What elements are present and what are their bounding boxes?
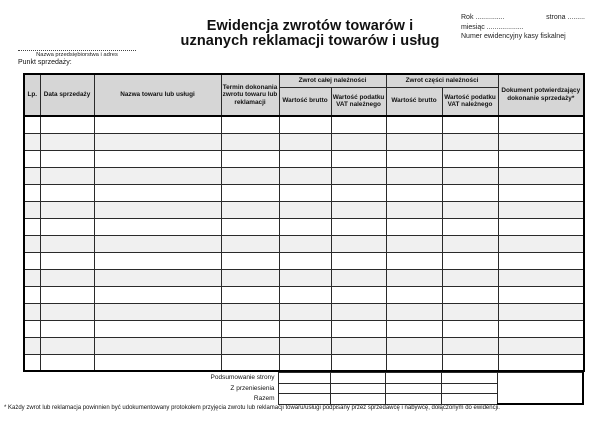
summary-table xyxy=(23,372,584,405)
empty-cell xyxy=(386,320,442,337)
main-table xyxy=(23,73,585,372)
empty-cell xyxy=(94,218,221,235)
empty-cell xyxy=(331,269,386,286)
empty-cell xyxy=(40,320,94,337)
empty-cell xyxy=(279,269,331,286)
table-row xyxy=(24,269,584,286)
empty-cell xyxy=(24,269,40,286)
empty-cell xyxy=(386,218,442,235)
col-header-termin: Termin dokonania zwrotu towaru lub reklamacji xyxy=(221,74,279,116)
empty-cell xyxy=(498,235,584,252)
empty-cell xyxy=(278,394,330,405)
empty-cell xyxy=(221,201,279,218)
empty-cell xyxy=(221,133,279,150)
empty-cell xyxy=(441,373,497,384)
empty-cell xyxy=(279,303,331,320)
empty-cell xyxy=(330,383,385,394)
table-row xyxy=(24,133,584,150)
empty-cell xyxy=(279,337,331,354)
empty-cell xyxy=(279,184,331,201)
empty-cell xyxy=(94,116,221,133)
empty-cell xyxy=(498,303,584,320)
empty-cell xyxy=(331,303,386,320)
empty-cell xyxy=(40,133,94,150)
empty-cell xyxy=(221,235,279,252)
empty-cell xyxy=(331,167,386,184)
empty-cell xyxy=(442,218,498,235)
empty-cell xyxy=(442,269,498,286)
table-row xyxy=(24,252,584,269)
empty-cell xyxy=(331,201,386,218)
empty-cell xyxy=(24,320,40,337)
empty-cell xyxy=(221,354,279,371)
form-title-line1: Ewidencja zwrotów towarów i xyxy=(206,18,414,34)
empty-cell xyxy=(498,150,584,167)
empty-cell xyxy=(279,320,331,337)
empty-cell xyxy=(331,320,386,337)
empty-cell xyxy=(40,337,94,354)
empty-cell xyxy=(498,133,584,150)
table-row xyxy=(24,218,584,235)
empty-cell xyxy=(24,235,40,252)
empty-cell xyxy=(221,116,279,133)
empty-cell xyxy=(385,373,441,384)
col-header-nazwa-towaru: Nazwa towaru lub usługi xyxy=(94,74,221,116)
empty-cell xyxy=(94,167,221,184)
empty-cell xyxy=(279,201,331,218)
empty-cell xyxy=(330,394,385,405)
form-title-line2: uznanych reklamacji towarów i usług xyxy=(180,33,440,49)
empty-cell xyxy=(221,286,279,303)
group-header-zwrot-calej: Zwrot całej należności xyxy=(279,74,386,87)
table-row xyxy=(24,235,584,252)
empty-cell xyxy=(279,235,331,252)
empty-cell xyxy=(385,383,441,394)
empty-cell xyxy=(24,167,40,184)
table-header xyxy=(24,74,584,116)
table-row xyxy=(24,320,584,337)
empty-cell xyxy=(279,252,331,269)
empty-cell xyxy=(498,286,584,303)
empty-cell xyxy=(221,150,279,167)
empty-cell xyxy=(386,303,442,320)
empty-cell xyxy=(442,354,498,371)
empty-cell xyxy=(442,303,498,320)
empty-cell xyxy=(94,354,221,371)
empty-cell xyxy=(221,303,279,320)
empty-cell xyxy=(221,320,279,337)
empty-cell xyxy=(498,269,584,286)
empty-cell xyxy=(40,269,94,286)
empty-cell xyxy=(386,167,442,184)
empty-cell xyxy=(40,252,94,269)
empty-cell xyxy=(442,133,498,150)
table-row xyxy=(24,303,584,320)
empty-cell xyxy=(94,303,221,320)
empty-cell xyxy=(331,252,386,269)
empty-cell xyxy=(94,201,221,218)
empty-cell xyxy=(94,286,221,303)
empty-cell xyxy=(94,269,221,286)
empty-cell xyxy=(40,218,94,235)
empty-cell xyxy=(221,184,279,201)
summary-row-podsumowanie xyxy=(23,373,583,384)
empty-cell xyxy=(221,252,279,269)
empty-cell xyxy=(331,286,386,303)
empty-cell xyxy=(386,133,442,150)
empty-cell xyxy=(40,184,94,201)
empty-cell xyxy=(498,337,584,354)
empty-cell xyxy=(331,116,386,133)
empty-cell xyxy=(442,252,498,269)
empty-cell xyxy=(386,354,442,371)
empty-cell xyxy=(442,337,498,354)
empty-cell xyxy=(331,337,386,354)
table-row xyxy=(24,354,584,371)
empty-cell xyxy=(498,116,584,133)
empty-cell xyxy=(498,354,584,371)
col-header-wartosc-vat-1: Wartość podatku VAT należnego xyxy=(331,87,386,116)
empty-cell xyxy=(40,235,94,252)
company-dotted-line xyxy=(18,42,136,51)
punkt-sprzedazy-label: Punkt sprzedaży: xyxy=(18,59,72,66)
empty-cell xyxy=(40,116,94,133)
table-row xyxy=(24,150,584,167)
empty-cell xyxy=(442,201,498,218)
empty-cell xyxy=(498,218,584,235)
empty-cell xyxy=(94,133,221,150)
table-row xyxy=(24,337,584,354)
empty-cell xyxy=(24,201,40,218)
empty-cell xyxy=(331,235,386,252)
empty-cell xyxy=(331,133,386,150)
empty-cell xyxy=(331,184,386,201)
header-row-groups xyxy=(24,74,584,87)
empty-cell xyxy=(24,150,40,167)
empty-cell xyxy=(40,201,94,218)
empty-cell xyxy=(24,133,40,150)
empty-cell xyxy=(24,218,40,235)
empty-cell xyxy=(386,269,442,286)
main-table-body xyxy=(24,116,584,371)
miesiac-label: miesiąc ................... xyxy=(461,23,524,31)
empty-cell xyxy=(441,394,497,405)
footnote: * Każdy zwrot lub reklamacja powinnien być udokumentowany protokołem przyjęcia zwrotu lub reklamacji towaru/usługi podpisany przez sprzedawcę i nabywcę, dołączonym do ewidencji. xyxy=(4,405,500,411)
empty-cell xyxy=(331,150,386,167)
empty-cell xyxy=(40,286,94,303)
empty-cell xyxy=(442,235,498,252)
empty-cell xyxy=(441,383,497,394)
table-row xyxy=(24,184,584,201)
empty-cell xyxy=(442,150,498,167)
empty-cell xyxy=(386,201,442,218)
rok-label: Rok ............... xyxy=(461,14,505,21)
empty-cell xyxy=(279,354,331,371)
empty-cell xyxy=(24,252,40,269)
col-header-data-sprzedazy: Data sprzedaży xyxy=(40,74,94,116)
col-header-wartosc-brutto-2: Wartość brutto xyxy=(386,87,442,116)
empty-cell xyxy=(40,167,94,184)
empty-cell xyxy=(386,184,442,201)
col-header-wartosc-brutto-1: Wartość brutto xyxy=(279,87,331,116)
col-header-wartosc-vat-2: Wartość podatku VAT należnego xyxy=(442,87,498,116)
empty-cell xyxy=(278,383,330,394)
meta-block xyxy=(461,13,585,42)
empty-cell xyxy=(498,320,584,337)
table-row xyxy=(24,286,584,303)
summary-dokument-cell xyxy=(497,373,583,405)
empty-cell xyxy=(386,337,442,354)
empty-cell xyxy=(24,354,40,371)
empty-cell xyxy=(40,303,94,320)
kasa-fiskalna-label: Numer ewidencyjny kasy fiskalnej xyxy=(461,33,566,41)
empty-cell xyxy=(279,116,331,133)
empty-cell xyxy=(94,320,221,337)
empty-cell xyxy=(24,184,40,201)
table-row xyxy=(24,201,584,218)
col-header-lp: Lp. xyxy=(24,74,40,116)
empty-cell xyxy=(94,150,221,167)
empty-cell xyxy=(386,252,442,269)
group-header-zwrot-czesci: Zwrot części należności xyxy=(386,74,498,87)
table-area xyxy=(23,73,583,405)
empty-cell xyxy=(40,354,94,371)
empty-cell xyxy=(279,150,331,167)
empty-cell xyxy=(94,184,221,201)
company-block xyxy=(18,42,136,58)
empty-cell xyxy=(386,150,442,167)
empty-cell xyxy=(24,337,40,354)
empty-cell xyxy=(331,218,386,235)
table-row xyxy=(24,167,584,184)
strona-label: strona ......... xyxy=(546,14,585,21)
empty-cell xyxy=(94,252,221,269)
empty-cell xyxy=(221,269,279,286)
empty-cell xyxy=(442,184,498,201)
summary-label-razem: Razem xyxy=(253,395,275,403)
empty-cell xyxy=(442,286,498,303)
empty-cell xyxy=(279,133,331,150)
empty-cell xyxy=(94,337,221,354)
meta-row-year xyxy=(461,13,585,23)
empty-cell xyxy=(279,167,331,184)
empty-cell xyxy=(498,167,584,184)
table-row xyxy=(24,116,584,133)
empty-cell xyxy=(442,320,498,337)
empty-cell xyxy=(386,286,442,303)
empty-cell xyxy=(330,373,385,384)
empty-cell xyxy=(331,354,386,371)
summary-label-przeniesienie: Z przeniesienia xyxy=(230,384,275,392)
empty-cell xyxy=(385,394,441,405)
empty-cell xyxy=(498,252,584,269)
empty-cell xyxy=(498,201,584,218)
empty-cell xyxy=(279,218,331,235)
empty-cell xyxy=(24,116,40,133)
col-header-dokument: Dokument potwierdzający dokonanie sprzedaży* xyxy=(498,74,584,116)
empty-cell xyxy=(221,218,279,235)
empty-cell xyxy=(386,235,442,252)
empty-cell xyxy=(94,235,221,252)
empty-cell xyxy=(278,373,330,384)
empty-cell xyxy=(442,116,498,133)
empty-cell xyxy=(498,184,584,201)
empty-cell xyxy=(40,150,94,167)
empty-cell xyxy=(221,337,279,354)
empty-cell xyxy=(24,286,40,303)
empty-cell xyxy=(386,116,442,133)
empty-cell xyxy=(279,286,331,303)
summary-label-podsumowanie: Podsumowanie strony xyxy=(210,374,275,382)
empty-cell xyxy=(221,167,279,184)
empty-cell xyxy=(442,167,498,184)
empty-cell xyxy=(24,303,40,320)
company-caption: Nazwa przedsiębiorstwa i adres xyxy=(36,52,118,58)
